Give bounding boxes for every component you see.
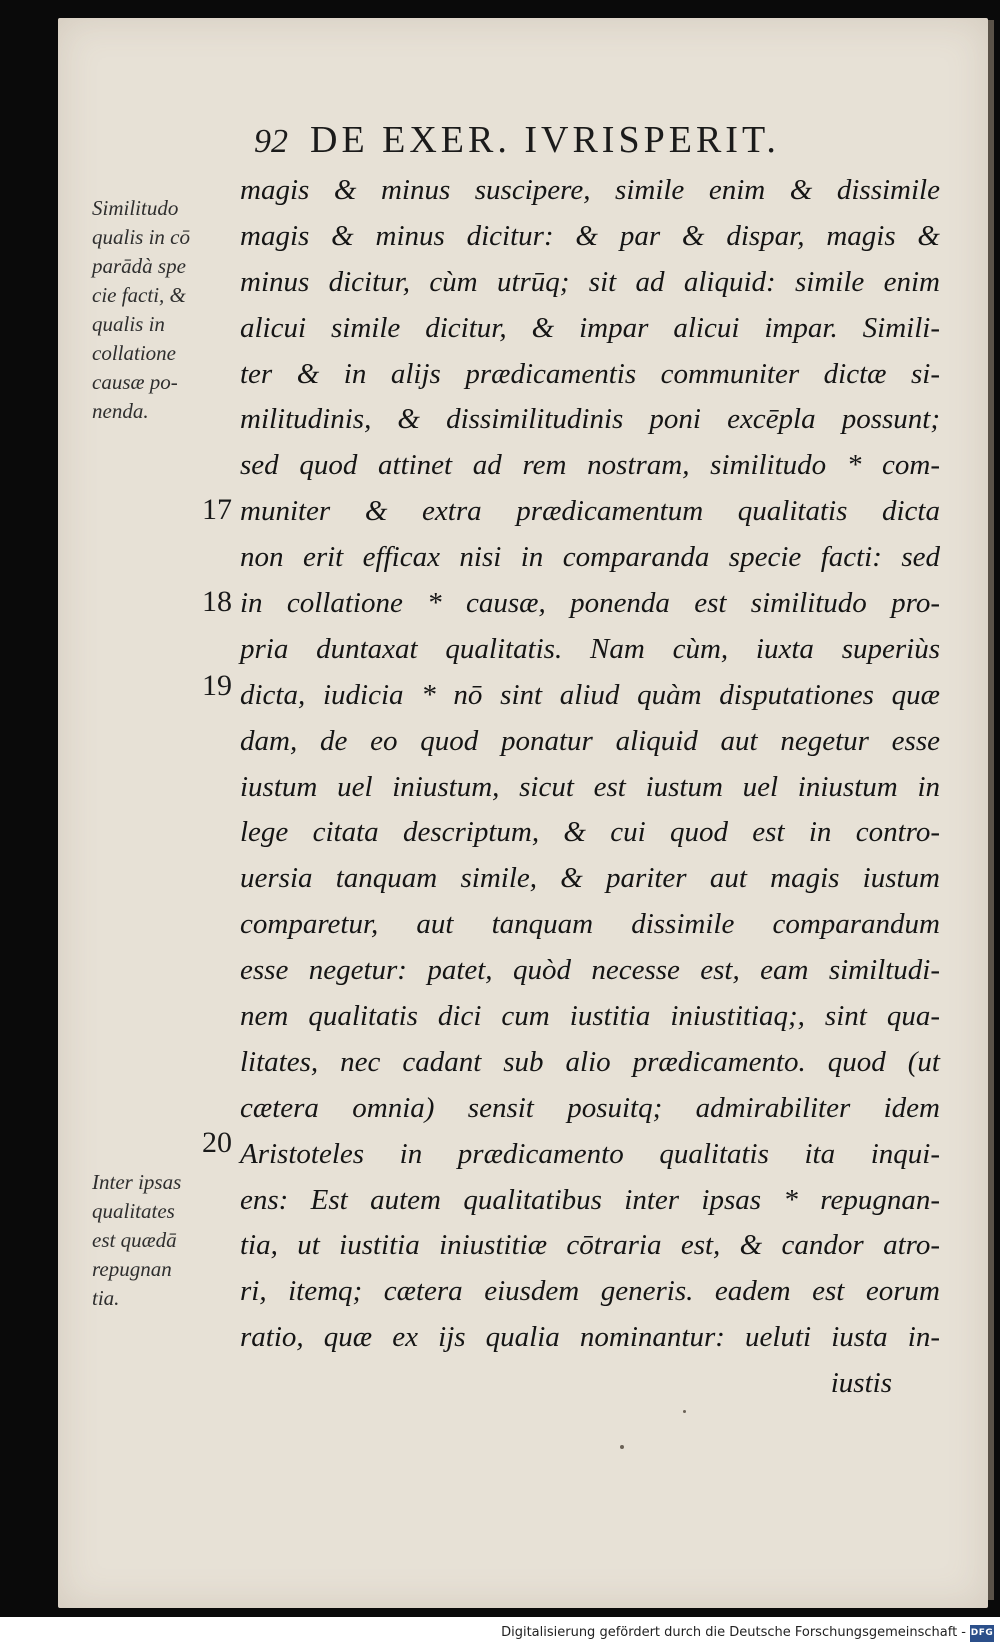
text-line: lege citata descriptum, & cui quod est in contro- [240,816,940,849]
line-number: 19 [202,669,232,702]
text-line: esse negetur: patet, quòd necesse est, eam similtudi- [240,954,940,987]
text-line: iustum uel iniustum, sicut est iustum uel iniustum in [240,770,940,803]
text-line: comparetur, aut tanquam dissimile comparandum [240,908,940,941]
text-line: ratio, quæ ex ijs qualia nominantur: ueluti iusta in- [240,1321,940,1354]
text-line: militudinis, & dissimilitudinis poni excēpla possunt; [240,403,940,436]
marginal-line: Similitudo [92,196,179,220]
marginal-line: repugnan [92,1257,172,1281]
funding-credit: Digitalisierung gefördert durch die Deutsche Forschungsgemeinschaft - [501,1625,966,1640]
page-number: 92 [254,123,288,160]
text-line: ri, itemq; cætera eiusdem generis. eadem est eorum [240,1275,940,1308]
marginal-line: cie facti, & [92,283,186,307]
marginal-line: parādà spe [92,254,186,278]
text-line: sed quod attinet ad rem nostram, similitudo * com- [240,449,940,482]
marginal-line: est quædā [92,1228,177,1252]
marginal-note-repugnantia [92,1168,232,1313]
line-number: 18 [202,585,232,618]
marginal-line: collatione [92,341,176,365]
text-line: litates, nec cadant sub alio prædicamento. quod (ut [240,1045,940,1078]
text-line: magis & minus suscipere, simile enim & dissimile [240,174,940,206]
marginal-line: nenda. [92,399,149,423]
line-number: 20 [202,1126,232,1159]
text-line: in collatione * causæ, ponenda est similitudo pro- [240,587,940,620]
marginal-line: tia. [92,1286,120,1310]
body-text [240,168,940,1407]
running-title: DE EXER. IVRISPERIT. [310,119,780,161]
text-line: ens: Est autem qualitatibus inter ipsas * repugnan- [240,1183,940,1216]
text-line: Aristoteles in prædicamento qualitatis ita inqui- [240,1137,940,1170]
marginal-note-similitudo [92,194,232,426]
text-line: magis & minus dicitur: & par & dispar, magis & [240,219,940,252]
text-line: ter & in alijs prædicamentis communiter dictæ si- [240,357,940,390]
line-number: 17 [202,493,232,526]
text-line: nem qualitatis dici cum iustitia iniustitiaq;, sint qua- [240,1000,940,1033]
paper-speck [620,1445,624,1449]
text-line: dam, de eo quod ponatur aliquid aut negetur esse [240,724,940,757]
marginal-line: Inter ipsas [92,1170,182,1194]
text-line: alicui simile dicitur, & impar alicui impar. Simili- [240,311,940,344]
text-line: muniter & extra prædicamentum qualitatis dicta [240,495,940,528]
text-line: cætera omnia) sensit posuitq; admirabiliter idem [240,1091,940,1124]
page-header [254,118,780,166]
marginal-line: qualis in [92,312,165,336]
text-line: minus dicitur, cùm utrūq; sit ad aliquid: simile enim [240,265,940,298]
paper-speck [683,1410,686,1413]
dfg-logo-icon: DFG [970,1625,994,1642]
text-line: tia, ut iustitia iniustitiæ cōtraria est, & candor atro- [240,1229,940,1262]
catchword: iustis [830,1367,892,1400]
marginal-line: qualis in cō [92,225,190,249]
page-edge [988,20,994,1600]
text-line: uersia tanquam simile, & pariter aut magis iustum [240,862,940,895]
text-line: pria duntaxat qualitatis. Nam cùm, iuxta superiùs [240,632,940,665]
marginal-line: causæ po- [92,370,178,394]
text-line: dicta, iudicia * nō sint aliud quàm disputationes quæ [240,678,940,711]
text-line: non erit efficax nisi in comparanda specie facti: sed [240,541,940,574]
marginal-line: qualitates [92,1199,175,1223]
footer-bar [0,1617,1000,1647]
